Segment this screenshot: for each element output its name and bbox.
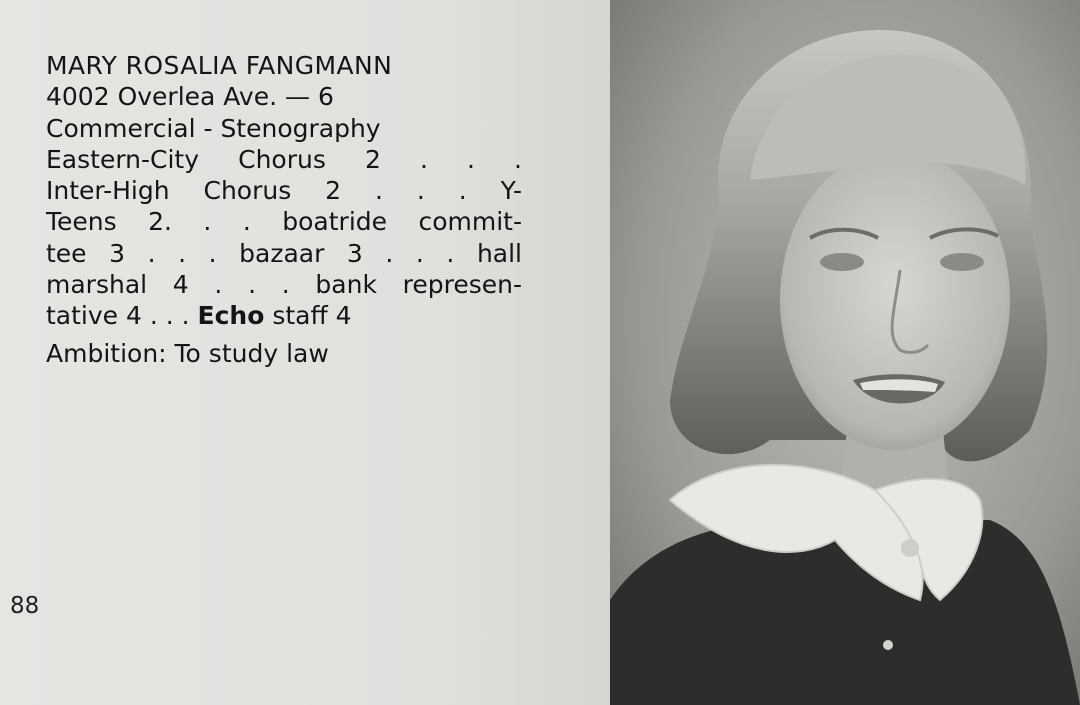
- portrait-photo-icon: [610, 0, 1080, 705]
- student-name: MARY ROSALIA FANGMANN: [46, 51, 393, 80]
- activity-text: tative 4 . . .: [46, 301, 198, 331]
- activity-line: tee 3 . . . bazaar 3 . . . hall: [46, 238, 522, 268]
- activity-line: Teens 2. . . boatride commit-: [46, 207, 522, 237]
- activity-line: Inter-High Chorus 2 . . . Y-: [46, 176, 522, 206]
- student-entry: [46, 50, 526, 369]
- activity-text: staff 4: [264, 301, 352, 331]
- activity-line-last: [46, 300, 526, 331]
- student-ambition: Ambition: To study law: [46, 338, 329, 368]
- activity-line: Eastern-City Chorus 2 . . .: [46, 144, 522, 174]
- activity-line: marshal 4 . . . bank represen-: [46, 270, 522, 300]
- echo-staff-highlight: Echo: [197, 301, 265, 331]
- portrait-photo: [610, 0, 1080, 705]
- student-address: 4002 Overlea Ave. — 6: [46, 82, 334, 112]
- student-course: Commercial - Stenography: [46, 113, 381, 143]
- page-number: 88: [10, 593, 40, 619]
